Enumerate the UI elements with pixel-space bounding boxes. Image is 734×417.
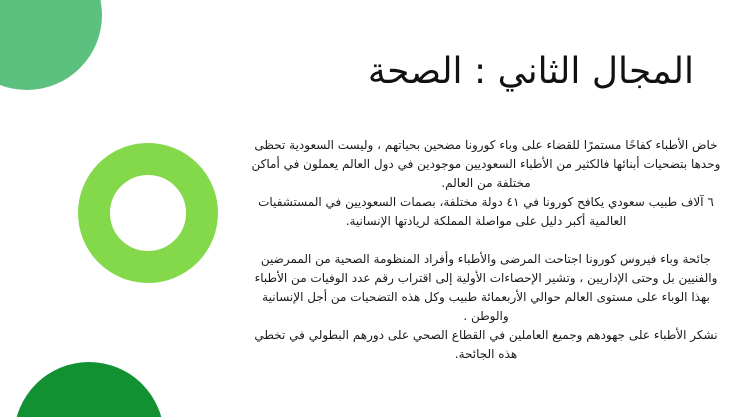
paragraph-pandemic-impact: جائحة وباء فيروس كورونا اجتاحت المرضى والأطباء وأفراد المنظومة الصحية من الممرضين والفنيين بل وحتى الإداريين ، وتشير الإحصاءات الأولية إلى اقتراب رقم عدد الوفيات من الأطباء بهذا الوباء على مستوى العالم حوالي الأربعمائة طبيب وكل هذه التضحيات من أجل الإنسانية والوطن . [254, 252, 718, 323]
slide-title: المجال الثاني : الصحة [367, 51, 694, 92]
slide-body [250, 136, 722, 364]
decorative-ring [78, 143, 218, 283]
decorative-top-circle [0, 0, 102, 90]
paragraph-spacer [250, 231, 722, 250]
paragraph-saudi-doctors-abroad: ٦ آلاف طبيب سعودي يكافح كورونا في ٤١ دولة مختلفة، بصمات السعوديين في المستشفيات العالمية أكبر دليل على مواصلة المملكة لريادتها الإنسانية. [258, 195, 714, 228]
decorative-bottom-circle [14, 362, 164, 417]
paragraph-thanks: نشكر الأطباء على جهودهم وجميع العاملين في القطاع الصحي على دورهم البطولي في تخطي هذه الجائحة. [254, 328, 718, 361]
paragraph-doctors-struggle: خاض الأطباء كفاحًا مستمرًا للقضاء على وباء كورونا مضحين بحياتهم ، وليست السعودية تحظى وحدها بتضحيات أبنائها فالكثير من الأطباء السعوديين موجودين في دول العالم يعملون في أماكن مختلفة من العالم. [251, 138, 721, 190]
